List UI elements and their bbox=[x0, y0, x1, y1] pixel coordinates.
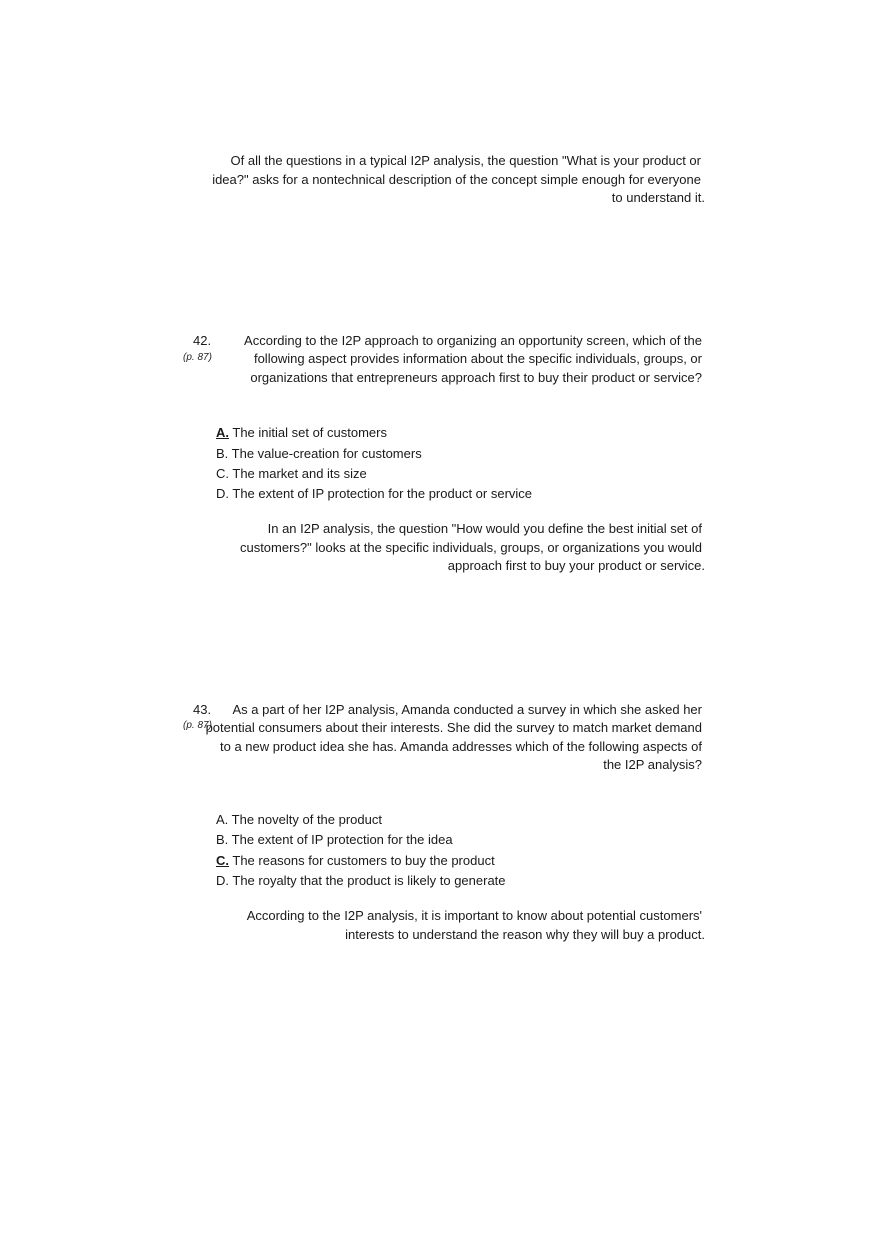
option-letter: C. bbox=[216, 466, 229, 481]
answer-option-c bbox=[216, 466, 367, 482]
option-text: The initial set of customers bbox=[229, 425, 387, 440]
answer-option-b bbox=[216, 446, 422, 462]
option-letter: C. bbox=[216, 853, 229, 868]
question-stem-line: to a new product idea she has. Amanda addresses which of the following aspects of bbox=[219, 739, 702, 754]
option-letter: D. bbox=[216, 486, 229, 501]
question-stem-line: potential consumers about their interests. She did the survey to match market demand bbox=[205, 720, 702, 735]
answer-option-a bbox=[216, 812, 382, 828]
explanation-line: interests to understand the reason why they will buy a product. bbox=[345, 927, 705, 942]
question-stem-line: following aspect provides information about the specific individuals, groups, or bbox=[253, 351, 702, 366]
option-text: The novelty of the product bbox=[228, 812, 382, 827]
answer-option-a bbox=[216, 425, 387, 441]
question-stem-line: As a part of her I2P analysis, Amanda conducted a survey in which she asked her bbox=[232, 702, 702, 717]
option-text: The extent of IP protection for the product or service bbox=[229, 486, 533, 501]
option-text: The reasons for customers to buy the product bbox=[229, 853, 495, 868]
page-reference: (p. 87) bbox=[183, 720, 212, 731]
option-letter: D. bbox=[216, 873, 229, 888]
explanation-line: idea?" asks for a nontechnical description of the concept simple enough for everyone bbox=[212, 172, 701, 187]
explanation-line: approach first to buy your product or service. bbox=[447, 558, 705, 573]
explanation-line: According to the I2P analysis, it is important to know about potential customers' bbox=[246, 908, 702, 923]
question-stem-line: organizations that entrepreneurs approach first to buy their product or service? bbox=[250, 370, 702, 385]
explanation-line: to understand it. bbox=[611, 190, 705, 205]
explanation-line: customers?" looks at the specific individuals, groups, or organizations you would bbox=[239, 540, 702, 555]
question-stem-line: the I2P analysis? bbox=[603, 757, 702, 772]
question-number: 42. bbox=[193, 333, 212, 348]
explanation-line: Of all the questions in a typical I2P analysis, the question "What is your product or bbox=[230, 153, 701, 168]
answer-option-d bbox=[216, 873, 506, 889]
question-stem-line: According to the I2P approach to organizing an opportunity screen, which of the bbox=[244, 333, 702, 348]
answer-option-c bbox=[216, 853, 495, 869]
option-letter: B. bbox=[216, 832, 229, 847]
option-letter: A. bbox=[216, 812, 229, 827]
option-text: The value-creation for customers bbox=[228, 446, 422, 461]
page-reference: (p. 87) bbox=[183, 352, 212, 363]
answer-option-b bbox=[216, 832, 453, 848]
option-text: The market and its size bbox=[229, 466, 367, 481]
option-text: The royalty that the product is likely to generate bbox=[229, 873, 506, 888]
explanation-line: In an I2P analysis, the question "How would you define the best initial set of bbox=[267, 521, 702, 536]
option-letter: B. bbox=[216, 446, 229, 461]
option-text: The extent of IP protection for the idea bbox=[228, 832, 453, 847]
question-number: 43. bbox=[193, 702, 212, 717]
option-letter: A. bbox=[216, 425, 229, 440]
answer-option-d bbox=[216, 486, 532, 502]
